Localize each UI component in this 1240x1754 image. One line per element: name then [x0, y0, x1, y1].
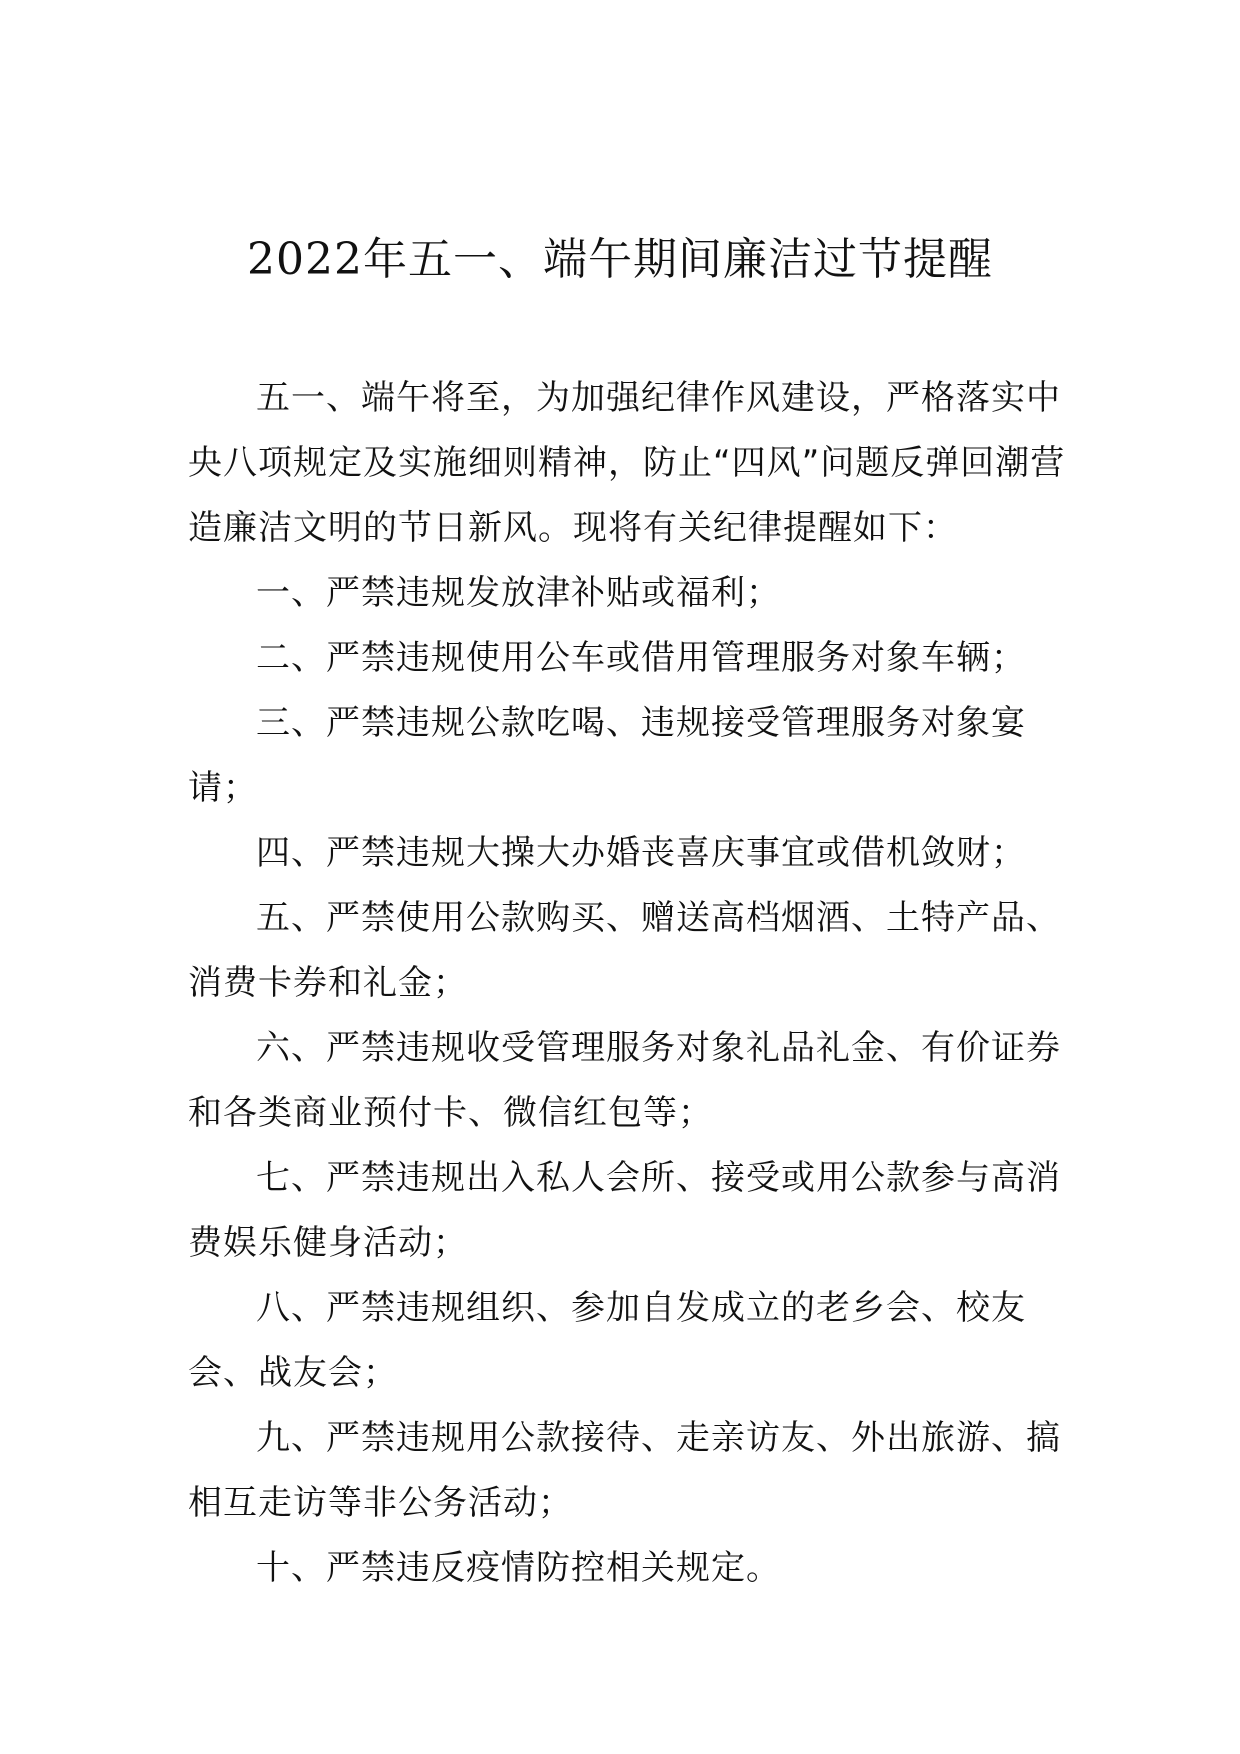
rule-item: 九、严禁违规用公款接待、走亲访友、外出旅游、搞相互走访等非公务活动； [188, 1418, 1061, 1523]
intro-paragraph: 五一、端午将至，为加强纪律作风建设，严格落实中央八项规定及实施细则精神，防止“四风”问题反弹回潮营造廉洁文明的节日新风。现将有关纪律提醒如下： [188, 378, 1066, 548]
rule-item: 八、严禁违规组织、参加自发成立的老乡会、校友会、战友会； [188, 1288, 1026, 1393]
rule-item: 三、严禁违规公款吃喝、违规接受管理服务对象宴请； [188, 703, 1026, 808]
rule-item: 二、严禁违规使用公车或借用管理服务对象车辆； [256, 638, 1026, 678]
rule-item: 六、严禁违规收受管理服务对象礼品礼金、有价证券和各类商业预付卡、微信红包等； [188, 1028, 1061, 1133]
rule-item: 十、严禁违反疫情防控相关规定。 [256, 1548, 781, 1588]
rule-item: 七、严禁违规出入私人会所、接受或用公款参与高消费娱乐健身活动； [188, 1158, 1061, 1263]
rule-item: 五、严禁使用公款购买、赠送高档烟酒、土特产品、消费卡券和礼金； [188, 898, 1061, 1003]
rule-item: 一、严禁违规发放津补贴或福利； [256, 573, 781, 613]
document-title: 2022年五一、端午期间廉洁过节提醒 [247, 234, 993, 285]
document-body [188, 366, 1068, 1601]
rule-item: 四、严禁违规大操大办婚丧喜庆事宜或借机敛财； [256, 833, 1026, 873]
